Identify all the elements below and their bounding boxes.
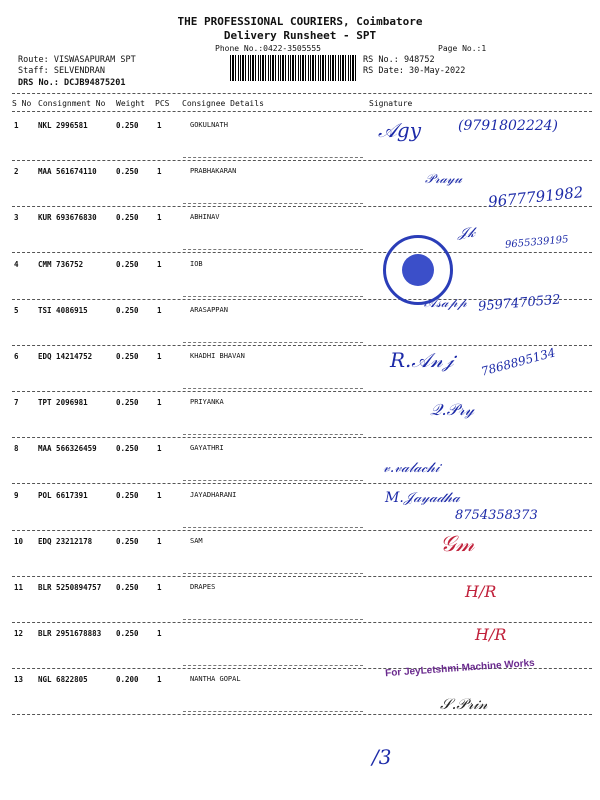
phone-number: Phone No.:0422-3505555 <box>215 44 321 53</box>
signature-11: H/R <box>465 582 497 601</box>
row-consignment: CMM 736752 <box>38 260 84 269</box>
row-sno: 2 <box>14 167 19 176</box>
row-sno: 11 <box>14 583 24 592</box>
row-name-underline <box>183 434 363 435</box>
row-weight: 0.250 <box>116 167 139 176</box>
row-sno: 4 <box>14 260 19 269</box>
row-consignee: PRIYANKA <box>190 398 224 406</box>
row-consignee: KHADHI BHAVAN <box>190 352 245 360</box>
col-sno: S No <box>12 99 32 108</box>
row-pcs: 1 <box>157 398 162 407</box>
row-consignment: POL 6617391 <box>38 491 88 500</box>
row-divider <box>12 391 592 392</box>
signature-9-mark: 𝑀.𝒥𝒶𝓎𝒶𝒹𝒽𝒶 <box>385 490 460 506</box>
row-consignment: NKL 2996581 <box>38 121 88 130</box>
row-consignee: DRAPES <box>190 583 216 591</box>
row-consignment: EDQ 23212178 <box>38 537 93 546</box>
row-sno: 5 <box>14 306 19 315</box>
drs-number: DRS No.: DCJB94875201 <box>18 78 126 88</box>
row-name-underline <box>183 619 363 620</box>
row-sno: 13 <box>14 675 24 684</box>
row-name-underline <box>183 342 363 343</box>
row-pcs: 1 <box>157 444 162 453</box>
row-consignee: PRABHAKARAN <box>190 167 237 175</box>
signature-2-phone: 9677791982 <box>487 183 585 211</box>
row-weight: 0.200 <box>116 675 139 684</box>
runsheet-subtitle: Delivery Runsheet - SPT <box>223 29 377 42</box>
row-pcs: 1 <box>157 121 162 130</box>
row-pcs: 1 <box>157 675 162 684</box>
row-divider <box>12 622 592 623</box>
row-weight: 0.250 <box>116 260 139 269</box>
row-weight: 0.250 <box>116 213 139 222</box>
col-signature: Signature <box>369 99 413 108</box>
signature-7: 𝒬.𝒫𝓇𝓎 <box>430 400 475 419</box>
row-weight: 0.250 <box>116 583 139 592</box>
signature-5-mark: 𝒜𝓈𝒶𝓅𝓅 <box>424 296 467 311</box>
signature-3-phone: 9655339195 <box>504 234 569 251</box>
row-sno: 6 <box>14 352 19 361</box>
row-consignee: GAYATHRI <box>190 444 224 452</box>
row-sno: 12 <box>14 629 24 638</box>
row-weight: 0.250 <box>116 398 139 407</box>
row-sno: 7 <box>14 398 19 407</box>
signature-12: H/R <box>475 625 507 644</box>
company-title: THE PROFESSIONAL COURIERS, Coimbatore <box>177 15 423 28</box>
row-weight: 0.250 <box>116 629 139 638</box>
row-name-underline <box>183 711 363 712</box>
row-sno: 8 <box>14 444 19 453</box>
row-divider <box>12 345 592 346</box>
signature-2-mark: 𝒫𝓇𝒶𝓎𝓊 <box>425 172 462 187</box>
signature-8: 𝓋.𝓋𝒶𝓁𝒶𝒸𝒽𝒾 <box>383 460 440 476</box>
row-weight: 0.250 <box>116 352 139 361</box>
row-consignment: NGL 6822805 <box>38 675 88 684</box>
row-name-underline <box>183 249 363 250</box>
row-consignment: MAA 566326459 <box>38 444 97 453</box>
signature-1: 𝒜𝑔𝑦 <box>378 118 422 142</box>
row-name-underline <box>183 157 363 158</box>
row-consignee: NANTHA GOPAL <box>190 675 241 683</box>
signature-6-phone: 7868895134 <box>479 345 557 379</box>
row-divider <box>12 530 592 531</box>
row-divider <box>12 252 592 253</box>
row-consignee: IOB <box>190 260 203 268</box>
row-sno: 10 <box>14 537 24 546</box>
barcode <box>230 55 358 81</box>
bank-seal <box>383 235 453 305</box>
row-consignment: MAA 561674110 <box>38 167 97 176</box>
row-sno: 3 <box>14 213 19 222</box>
row-name-underline <box>183 573 363 574</box>
route-label: Route: VISWASAPURAM SPT <box>18 55 136 65</box>
row-weight: 0.250 <box>116 491 139 500</box>
row-consignment: TSI 4086915 <box>38 306 88 315</box>
header-divider <box>12 93 592 94</box>
row-divider <box>12 714 592 715</box>
row-consignment: BLR 5250894757 <box>38 583 102 592</box>
signature-3-mark: 𝒥𝓀 <box>458 225 476 241</box>
col-pcs: PCS <box>155 99 170 108</box>
row-divider <box>12 160 592 161</box>
row-consignment: TPT 2096981 <box>38 398 88 407</box>
row-divider <box>12 437 592 438</box>
row-sno: 9 <box>14 491 19 500</box>
signature-13: 𝒮.𝒫𝓇𝒾𝓃 <box>440 695 488 713</box>
row-pcs: 1 <box>157 260 162 269</box>
row-name-underline <box>183 296 363 297</box>
row-pcs: 1 <box>157 629 162 638</box>
row-weight: 0.250 <box>116 121 139 130</box>
row-weight: 0.250 <box>116 537 139 546</box>
row-weight: 0.250 <box>116 306 139 315</box>
signature-1-phone: (9791802224) <box>458 118 558 134</box>
row-pcs: 1 <box>157 537 162 546</box>
signature-5-phone: 9597470532 <box>477 292 562 315</box>
row-name-underline <box>183 527 363 528</box>
row-consignment: BLR 2951678883 <box>38 629 102 638</box>
row-name-underline <box>183 203 363 204</box>
col-details: Consignee Details <box>182 99 264 108</box>
row-consignee: GOKULNATH <box>190 121 228 129</box>
footer-mark: /3 <box>372 745 392 769</box>
row-pcs: 1 <box>157 167 162 176</box>
col-weight: Weight <box>116 99 145 108</box>
row-weight: 0.250 <box>116 444 139 453</box>
rs-date: RS Date: 30-May-2022 <box>363 66 466 76</box>
row-consignee: ARASAPPAN <box>190 306 228 314</box>
row-consignee: ABHINAV <box>190 213 220 221</box>
row-divider <box>12 576 592 577</box>
row-pcs: 1 <box>157 491 162 500</box>
row-name-underline <box>183 480 363 481</box>
signature-6-mark: 𝑅.𝒜𝓃𝒿 <box>390 348 454 372</box>
row-pcs: 1 <box>157 352 162 361</box>
staff-label: Staff: SELVENDRAN <box>18 66 105 76</box>
row-consignment: KUR 693676830 <box>38 213 97 222</box>
rs-number: RS No.: 948752 <box>363 55 435 65</box>
column-divider <box>12 111 592 112</box>
row-pcs: 1 <box>157 583 162 592</box>
row-divider <box>12 483 592 484</box>
row-pcs: 1 <box>157 306 162 315</box>
row-consignment: EDQ 14214752 <box>38 352 93 361</box>
signature-10: 𝒢𝓂 <box>440 532 475 557</box>
row-sno: 1 <box>14 121 19 130</box>
row-pcs: 1 <box>157 213 162 222</box>
page-number: Page No.:1 <box>438 44 487 53</box>
signature-9-phone: 8754358373 <box>455 508 538 523</box>
company-stamp: For JeyLetshmi Machine Works <box>384 657 536 680</box>
col-consignment: Consignment No <box>38 99 106 108</box>
row-consignee: SAM <box>190 537 203 545</box>
row-name-underline <box>183 665 363 666</box>
row-name-underline <box>183 388 363 389</box>
row-consignee: JAYADHARANI <box>190 491 237 499</box>
